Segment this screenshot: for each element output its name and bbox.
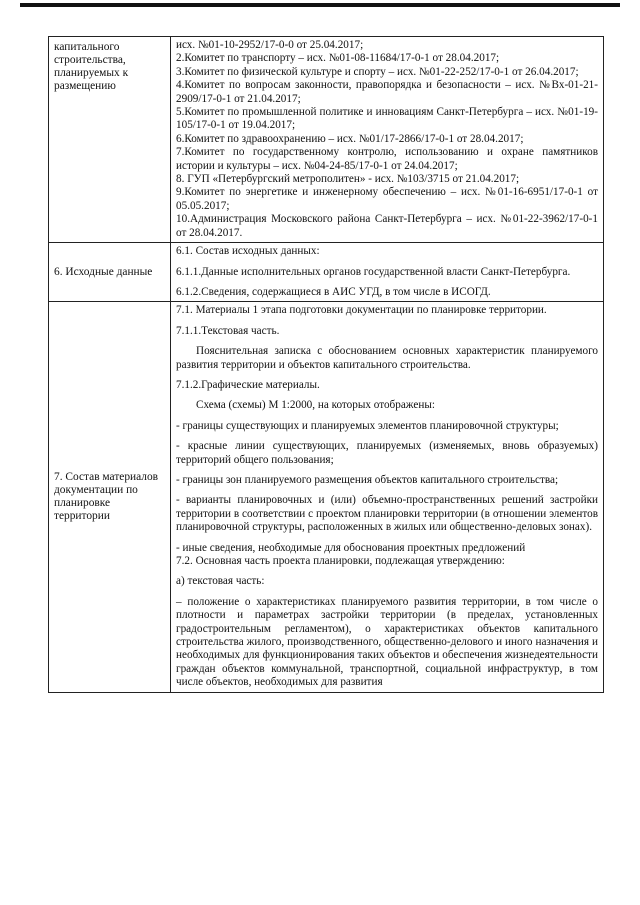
agency-line: 4.Комитет по вопросам законности, правопорядка и безопасности – исх. №Вх-01-21-2909/17-0-1 от 21.04.2017; xyxy=(176,79,598,105)
row-label-source-data xyxy=(49,243,171,302)
list-item: - границы зон планируемого размещения объектов капитального строительства; xyxy=(176,473,559,486)
paragraph: 7.1.1.Текстовая часть. xyxy=(176,324,280,337)
paragraph: 6.1.2.Сведения, содержащиеся в АИС УГД, в том числе в ИСОГД. xyxy=(176,285,491,298)
table-row xyxy=(49,243,604,302)
paragraph: 7.2. Основная часть проекта планировки, подлежащая утверждению: xyxy=(176,555,505,567)
paragraph: 7.1.2.Графические материалы. xyxy=(176,378,320,391)
paragraph: Пояснительная записка с обоснованием основных характеристик планируемого развития территории и объектов капитального строительства. xyxy=(176,345,598,371)
row-content-agencies xyxy=(171,37,604,243)
row-content-source-data xyxy=(171,243,604,302)
row-label-text: 7. Состав материалов документации по планировке территории xyxy=(54,470,159,522)
paragraph: а) текстовая часть: xyxy=(176,575,265,588)
row-label-text: 6. Исходные данные xyxy=(54,265,153,278)
row-label-text: капитального строительства, планируемых к размещению xyxy=(54,41,129,92)
list-item: - границы существующих и планируемых элементов планировочной структуры; xyxy=(176,419,559,432)
paragraph: 6.1. Состав исходных данных: xyxy=(176,245,320,258)
agency-line: 6.Комитет по здравоохранению – исх. №01/17-2866/17-0-1 от 28.04.2017; xyxy=(176,132,524,145)
top-border-line xyxy=(20,3,620,7)
requirements-table xyxy=(48,36,604,693)
agency-line: 2.Комитет по транспорту – исх. №01-08-11684/17-0-1 от 28.04.2017; xyxy=(176,52,500,65)
row-label-capital-construction xyxy=(49,37,171,243)
list-item: - иные сведения, необходимые для обоснования проектных предложений xyxy=(176,541,526,554)
agency-line: 10.Администрация Московского района Санкт-Петербурга – исх. №01-22-3962/17-0-1 от 28.04.2017. xyxy=(176,213,598,239)
agency-line: 8. ГУП «Петербургский метрополитен» - исх. №103/3715 от 21.04.2017; xyxy=(176,173,520,186)
list-item: – положение о характеристиках планируемого развития территории, в том числе о плотности и параметрах застройки территории (в пределах, установленных градостроительным регламентом), о характеристиках объектов капитального строительства жилого, производственного, общественно-делового и иного назначения и необходимых для функционирования таких объектов и обеспечения жизнедеятельности граждан объектов коммунальной, транспортной, социальной инфраструктур, в том числе объектов, необходимых для развития xyxy=(176,595,598,689)
list-item: - варианты планировочных и (или) объемно-пространственных решений застройки территории в соответствии с проектом планировки территории (в отношении элементов планировочной структуры, расположенных в жилых или общественно-деловых зонах). xyxy=(176,494,598,534)
agency-line: 9.Комитет по энергетике и инженерному обеспечению – исх. №01-16-6951/17-0-1 от 05.05.2017; xyxy=(176,186,598,212)
table-row xyxy=(49,37,604,243)
table-row xyxy=(49,302,604,692)
row-label-materials xyxy=(49,302,171,692)
paragraph: 6.1.1.Данные исполнительных органов государственной власти Санкт-Петербурга. xyxy=(176,265,571,278)
agency-line: 7.Комитет по государственному контролю, использованию и охране памятников истории и культуры – исх. №04-24-85/17-0-1 от 24.04.2017; xyxy=(176,146,598,172)
row-content-materials xyxy=(171,302,604,692)
agency-line: 3.Комитет по физической культуре и спорту – исх. №01-22-252/17-0-1 от 26.04.2017; xyxy=(176,65,579,78)
agency-line: исх. №01-10-2952/17-0-0 от 25.04.2017; xyxy=(176,39,364,51)
paragraph: Схема (схемы) М 1:2000, на которых отображены: xyxy=(196,399,435,412)
paragraph: 7.1. Материалы 1 этапа подготовки документации по планировке территории. xyxy=(176,304,547,317)
list-item: - красные линии существующих, планируемых (изменяемых, вновь образуемых) территорий общего пользования; xyxy=(176,440,598,466)
agency-line: 5.Комитет по промышленной политике и инновациям Санкт-Петербурга – исх. №01-19-105/17-0-1 от 19.04.2017; xyxy=(176,106,598,132)
